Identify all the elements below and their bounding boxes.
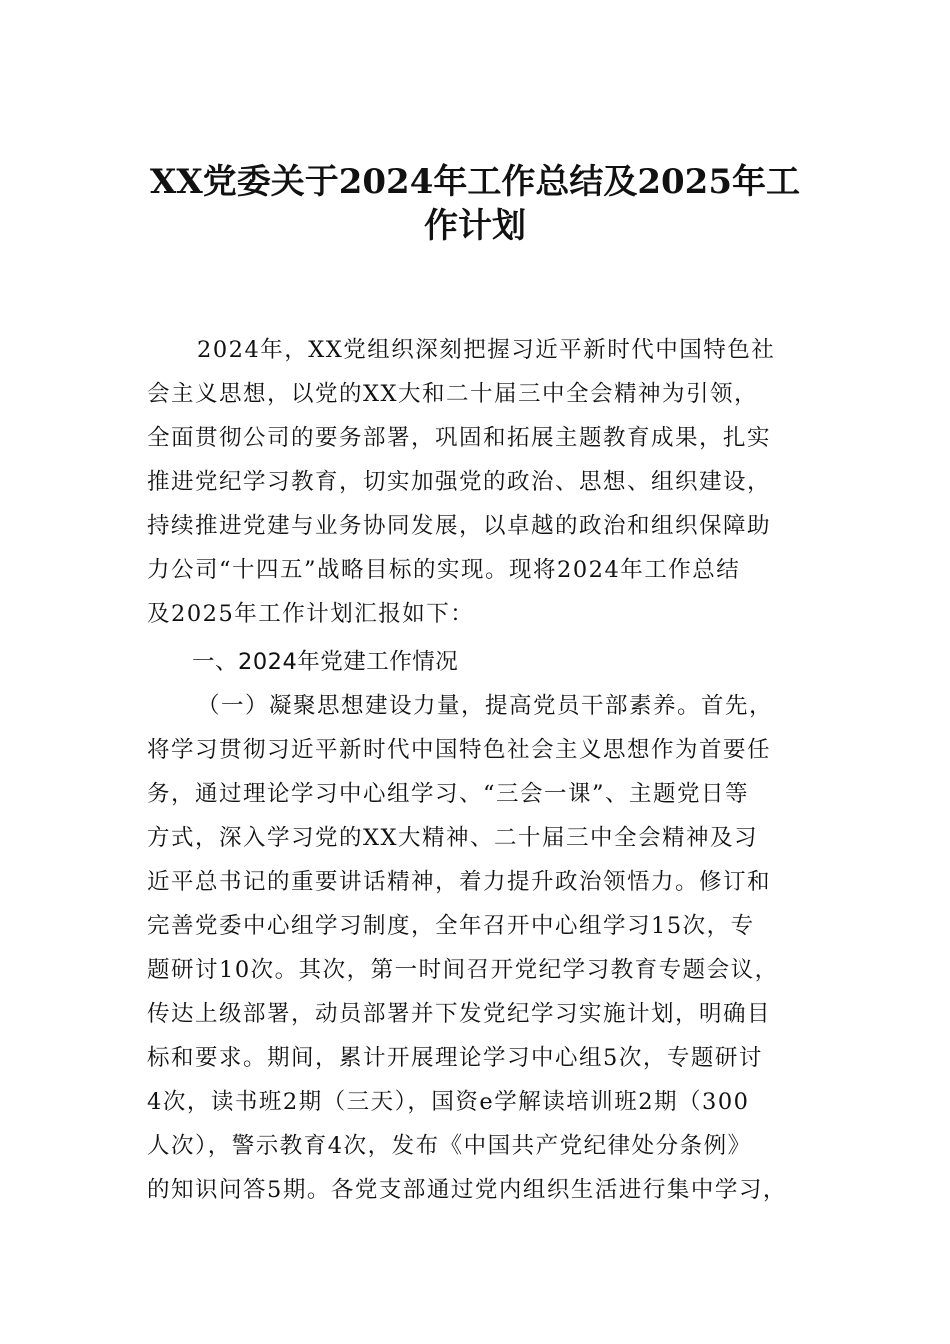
body-line: 标和要求。期间，累计开展理论学习中心组5次，专题研讨: [147, 1045, 763, 1071]
body-line: 的知识问答5期。各党支部通过党内组织生活进行集中学习，: [147, 1177, 787, 1203]
intro-line: 及2025年工作计划汇报如下：: [147, 601, 475, 627]
intro-line: 持续推进党建与业务协同发展，以卓越的政治和组织保障助: [147, 513, 772, 539]
body-line: 题研讨10次。其次，第一时间召开党纪学习教育专题会议，: [147, 957, 779, 983]
intro-line: 会主义思想，以党的XX大和二十届三中全会精神为引领，: [147, 381, 759, 407]
document-title-line-1: XX党委关于2024年工作总结及2025年工: [149, 162, 801, 202]
body-line: 完善党委中心组学习制度，全年召开中心组学习15次，专: [147, 913, 755, 939]
intro-line: 推进党纪学习教育，切实加强党的政治、思想、组织建设，: [147, 469, 772, 495]
body-line: 4次，读书班2期（三天），国资e学解读培训班2期（300: [147, 1089, 750, 1115]
body-line: 务，通过理论学习中心组学习、“三会一课”、主题党日等: [147, 781, 750, 807]
intro-line: 力公司“十四五”战略目标的实现。现将2024年工作总结: [147, 557, 741, 583]
body-line: （一）凝聚思想建设力量，提高党员干部素养。首先，: [197, 693, 774, 719]
body-line: 近平总书记的重要讲话精神，着力提升政治领悟力。修订和: [147, 869, 772, 895]
intro-line: 2024年，XX党组织深刻把握习近平新时代中国特色社: [197, 337, 776, 363]
document-title-line-2: 作计划: [424, 206, 526, 246]
body-line: 方式，深入学习党的XX大精神、二十届三中全会精神及习: [147, 825, 759, 851]
body-line: 传达上级部署，动员部署并下发党纪学习实施计划，明确目: [147, 1001, 772, 1027]
body-line: 将学习贯彻习近平新时代中国特色社会主义思想作为首要任: [147, 737, 772, 763]
section-heading: 一、2024年党建工作情况: [192, 649, 459, 675]
body-line: 人次），警示教育4次，发布《中国共产党纪律处分条例》: [147, 1133, 752, 1159]
intro-line: 全面贯彻公司的要务部署，巩固和拓展主题教育成果，扎实: [147, 425, 772, 451]
